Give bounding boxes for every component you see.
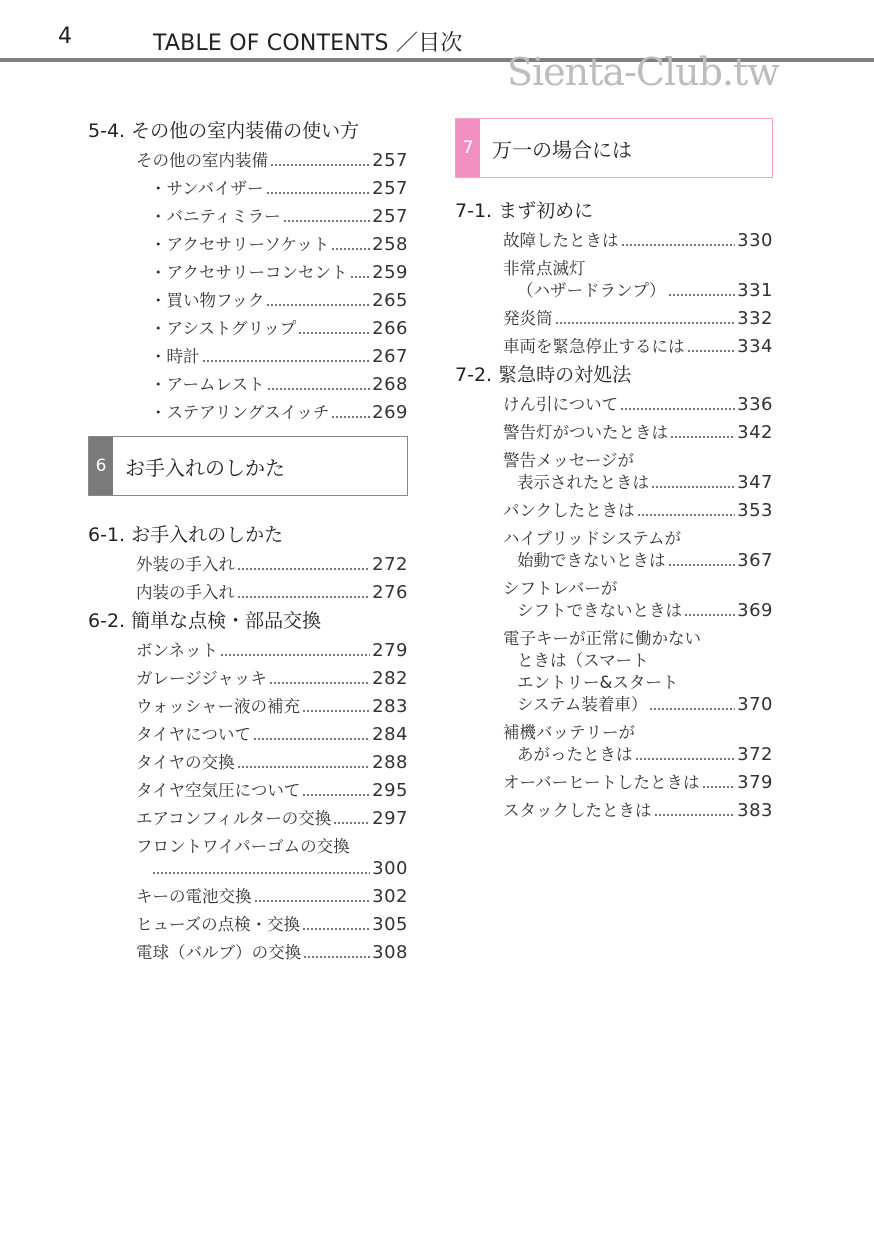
toc-page-number: 284 <box>372 724 408 745</box>
toc-entry-line <box>88 402 408 424</box>
toc-entry-line <box>455 500 773 522</box>
toc-entry-label: タイヤ空気圧について <box>136 781 301 800</box>
dot-leader <box>302 709 370 713</box>
dot-leader <box>670 435 735 439</box>
toc-entry-label: 補機バッテリーが <box>503 723 635 742</box>
toc-entry-label: 電子キーが正常に働かない <box>503 629 701 648</box>
toc-entry-label: ヒューズの点検・交換 <box>136 915 301 934</box>
toc-entry-label: 表示されたときは <box>517 473 649 492</box>
toc-entry-label: システム装着車） <box>517 695 648 714</box>
toc-entry-line <box>455 528 773 550</box>
toc-entry[interactable] <box>88 554 408 576</box>
toc-entry-label: ・バニティミラー <box>150 207 281 226</box>
toc-entry-line <box>88 886 408 908</box>
toc-page-number: 268 <box>372 374 408 395</box>
dot-leader <box>684 613 735 617</box>
toc-entry-line <box>88 808 408 830</box>
toc-page-number: 297 <box>372 808 408 829</box>
toc-entry[interactable] <box>455 722 773 766</box>
toc-entry-label: （ハザードランプ） <box>517 281 666 300</box>
toc-entry[interactable] <box>88 582 408 604</box>
toc-entry[interactable] <box>88 290 408 312</box>
toc-entry-label: あがったときは <box>517 745 633 764</box>
toc-entry-line <box>88 914 408 936</box>
toc-page-number: 383 <box>737 800 773 821</box>
toc-entry-label: 内装の手入れ <box>136 583 235 602</box>
toc-page-number: 259 <box>372 262 408 283</box>
toc-entry-label: ときは（スマート <box>517 651 649 670</box>
toc-page-number: 336 <box>737 394 773 415</box>
toc-page-number: 302 <box>372 886 408 907</box>
toc-page-number: 266 <box>372 318 408 339</box>
toc-page-number: 295 <box>372 780 408 801</box>
toc-entry-line <box>88 374 408 396</box>
dot-leader <box>637 513 735 517</box>
dot-leader <box>651 485 735 489</box>
toc-entry-label: フロントワイパーゴムの交換 <box>136 837 350 856</box>
toc-entry[interactable] <box>455 800 773 822</box>
dot-leader <box>152 871 370 875</box>
toc-entry-label: スタックしたときは <box>503 801 652 820</box>
toc-page-number: 331 <box>737 280 773 301</box>
toc-page-number: 330 <box>737 230 773 251</box>
toc-entry[interactable] <box>88 780 408 802</box>
toc-entry-line <box>88 290 408 312</box>
toc-entry-line <box>88 836 408 858</box>
toc-entry[interactable] <box>455 258 773 302</box>
toc-entry-label: オーバーヒートしたときは <box>503 773 700 792</box>
toc-entry-line <box>455 578 773 600</box>
dot-leader <box>555 321 736 325</box>
chapter-number-tab: 7 <box>456 119 480 177</box>
chapter-number-tab: 6 <box>89 437 113 495</box>
toc-entry-label: 警告灯がついたときは <box>503 423 668 442</box>
dot-leader <box>220 653 370 657</box>
toc-entry-label: ・アクセサリーソケット <box>150 235 330 254</box>
chapter-header[interactable] <box>455 118 773 178</box>
toc-entry-label: ボンネット <box>136 641 219 660</box>
toc-entry[interactable] <box>88 346 408 368</box>
toc-entry[interactable] <box>88 886 408 908</box>
dot-leader <box>237 567 370 571</box>
toc-entry-line <box>455 722 773 744</box>
toc-entry[interactable] <box>88 178 408 200</box>
toc-entry-label: 故障したときは <box>503 231 619 250</box>
toc-entry-line <box>455 258 773 280</box>
toc-page-number: 370 <box>737 694 773 715</box>
dot-leader <box>270 163 370 167</box>
toc-entry-label: けん引について <box>503 395 619 414</box>
toc-entry-label: ・アームレスト <box>150 375 265 394</box>
toc-entry-line <box>88 262 408 284</box>
toc-page-number: 272 <box>372 554 408 575</box>
toc-entry-label: ハイブリッドシステムが <box>503 529 682 548</box>
dot-leader <box>649 707 735 711</box>
toc-entry-label: 車両を緊急停止するには <box>503 337 685 356</box>
toc-entry[interactable] <box>88 318 408 340</box>
toc-entry[interactable] <box>88 668 408 690</box>
toc-entry-label: ・アクセサリーコンセント <box>150 263 348 282</box>
chapter-title: 万一の場合には <box>492 137 632 162</box>
dot-leader <box>654 813 736 817</box>
dot-leader <box>303 955 370 959</box>
toc-page-number: 300 <box>372 858 408 879</box>
dot-leader <box>269 681 370 685</box>
toc-entry[interactable] <box>455 308 773 330</box>
toc-page-number: 308 <box>372 942 408 963</box>
toc-entry-label: ・アシストグリップ <box>150 319 297 338</box>
toc-entry-line <box>455 280 773 302</box>
section-heading: 6-1. お手入れのしかた <box>88 524 284 546</box>
dot-leader <box>266 191 371 195</box>
toc-page-number: 283 <box>372 696 408 717</box>
toc-entry[interactable] <box>455 230 773 252</box>
right-column <box>455 118 773 822</box>
dot-leader <box>668 293 735 297</box>
dot-leader <box>635 757 736 761</box>
watermark: Sienta-Club.tw <box>507 50 779 94</box>
toc-page-number: 288 <box>372 752 408 773</box>
toc-entry-line <box>455 744 773 766</box>
section-heading: 6-2. 簡単な点検・部品交換 <box>88 610 322 632</box>
left-column <box>88 114 408 964</box>
toc-entry-line <box>455 672 773 694</box>
section-heading: 7-1. まず初めに <box>455 200 594 222</box>
toc-page-number: 267 <box>372 346 408 367</box>
toc-entry[interactable] <box>88 402 408 424</box>
toc-page-number: 367 <box>737 550 773 571</box>
toc-entry-line <box>88 554 408 576</box>
chapter-title: お手入れのしかた <box>125 455 285 480</box>
toc-entry-line <box>88 178 408 200</box>
toc-entry-line <box>88 318 408 340</box>
dot-leader <box>253 737 370 741</box>
section-heading: 5-4. その他の室内装備の使い方 <box>88 120 360 142</box>
toc-entry-line <box>88 346 408 368</box>
toc-entry[interactable] <box>88 724 408 746</box>
toc-entry[interactable] <box>88 752 408 774</box>
chapter-header[interactable] <box>88 436 408 496</box>
toc-entry[interactable] <box>88 374 408 396</box>
toc-page-number: 276 <box>372 582 408 603</box>
toc-entry-label: 電球（バルブ）の交換 <box>136 943 302 962</box>
toc-page-number: 269 <box>372 402 408 423</box>
toc-entry-label: 外装の手入れ <box>136 555 235 574</box>
toc-entry-line <box>88 752 408 774</box>
toc-page-number: 282 <box>372 668 408 689</box>
toc-entry-line <box>88 668 408 690</box>
dot-leader <box>620 407 735 411</box>
toc-entry-line <box>88 206 408 228</box>
dot-leader <box>283 219 370 223</box>
dot-leader <box>302 927 370 931</box>
section-heading: 7-2. 緊急時の対処法 <box>455 364 632 386</box>
dot-leader <box>298 331 370 335</box>
dot-leader <box>621 243 736 247</box>
toc-entry-line <box>88 234 408 256</box>
toc-entry-line <box>88 150 408 172</box>
page-number: 4 <box>58 24 72 49</box>
toc-entry-line <box>455 308 773 330</box>
toc-page-number: 257 <box>372 206 408 227</box>
dot-leader <box>331 247 370 251</box>
toc-entry-label: エアコンフィルターの交換 <box>136 809 332 828</box>
toc-entry-label: ・買い物フック <box>150 291 265 310</box>
toc-entry-line <box>88 780 408 802</box>
toc-page-number: 257 <box>372 178 408 199</box>
toc-entry[interactable] <box>455 528 773 572</box>
toc-page-number: 372 <box>737 744 773 765</box>
dot-leader <box>237 595 370 599</box>
toc-entry-line <box>455 694 773 716</box>
toc-entry-line <box>455 772 773 794</box>
toc-entry[interactable] <box>455 500 773 522</box>
toc-entry-line <box>88 724 408 746</box>
toc-entry[interactable] <box>88 234 408 256</box>
toc-entry-line <box>455 550 773 572</box>
toc-entry-label: タイヤの交換 <box>136 753 235 772</box>
toc-entry-label: ・時計 <box>150 347 200 366</box>
toc-entry-label: キーの電池交換 <box>136 887 252 906</box>
toc-page-number: 265 <box>372 290 408 311</box>
toc-entry-label: シフトレバーが <box>503 579 618 598</box>
toc-entry-label: 非常点滅灯 <box>503 259 586 278</box>
toc-page-number: 347 <box>737 472 773 493</box>
toc-entry-line <box>455 800 773 822</box>
dot-leader <box>267 387 371 391</box>
toc-entry-line <box>455 422 773 444</box>
toc-entry[interactable] <box>88 808 408 830</box>
toc-entry[interactable] <box>455 772 773 794</box>
toc-entry[interactable] <box>88 836 408 880</box>
toc-page-number: 369 <box>737 600 773 621</box>
toc-entry-label: ・ステアリングスイッチ <box>150 403 330 422</box>
dot-leader <box>202 359 371 363</box>
toc-page-number: 279 <box>372 640 408 661</box>
toc-entry-line <box>455 394 773 416</box>
toc-entry-label: ・サンバイザー <box>150 179 264 198</box>
toc-entry[interactable] <box>88 150 408 172</box>
toc-entry-line <box>88 858 408 880</box>
toc-page-number: 342 <box>737 422 773 443</box>
dot-leader <box>333 821 370 825</box>
dot-leader <box>687 349 736 353</box>
toc-page-number: 353 <box>737 500 773 521</box>
toc-entry[interactable] <box>455 394 773 416</box>
toc-entry[interactable] <box>88 696 408 718</box>
toc-entry-label: 警告メッセージが <box>503 451 635 470</box>
toc-page-number: 257 <box>372 150 408 171</box>
toc-entry[interactable] <box>455 336 773 358</box>
toc-entry-label: その他の室内装備 <box>136 151 268 170</box>
toc-entry-line <box>455 628 773 650</box>
toc-entry[interactable] <box>88 206 408 228</box>
toc-page-number: 258 <box>372 234 408 255</box>
toc-entry-label: パンクしたときは <box>503 501 635 520</box>
toc-page-number: 305 <box>372 914 408 935</box>
toc-entry-label: 始動できないときは <box>517 551 666 570</box>
toc-entry-label: シフトできないときは <box>517 601 682 620</box>
toc-entry-line <box>455 336 773 358</box>
toc-entry-label: ガレージジャッキ <box>136 669 267 688</box>
toc-entry-label: タイヤについて <box>136 725 251 744</box>
page-title: TABLE OF CONTENTS ／目次 <box>153 31 463 56</box>
dot-leader <box>254 899 371 903</box>
toc-entry-line <box>455 650 773 672</box>
toc-entry[interactable] <box>455 628 773 716</box>
toc-entry-line <box>455 450 773 472</box>
toc-page-number: 332 <box>737 308 773 329</box>
toc-entry-label: ウォッシャー液の補充 <box>136 697 301 716</box>
toc-entry[interactable] <box>88 640 408 662</box>
toc-entry-label: 発炎筒 <box>503 309 553 328</box>
dot-leader <box>237 765 370 769</box>
toc-page-number: 379 <box>737 772 773 793</box>
dot-leader <box>350 275 371 279</box>
dot-leader <box>266 303 370 307</box>
toc-entry-line <box>88 696 408 718</box>
dot-leader <box>668 563 736 567</box>
toc-entry[interactable] <box>88 942 408 964</box>
toc-entry-line <box>455 472 773 494</box>
toc-entry-line <box>455 230 773 252</box>
toc-entry-line <box>88 640 408 662</box>
toc-page-number: 334 <box>737 336 773 357</box>
dot-leader <box>302 793 370 797</box>
toc-entry[interactable] <box>88 262 408 284</box>
toc-entry-line <box>455 600 773 622</box>
toc-entry[interactable] <box>455 578 773 622</box>
dot-leader <box>331 415 370 419</box>
toc-entry[interactable] <box>88 914 408 936</box>
toc-entry-line <box>88 942 408 964</box>
dot-leader <box>702 785 736 789</box>
toc-entry[interactable] <box>455 450 773 494</box>
toc-entry-line <box>88 582 408 604</box>
toc-entry[interactable] <box>455 422 773 444</box>
toc-entry-label: エントリー&スタート <box>517 673 679 692</box>
